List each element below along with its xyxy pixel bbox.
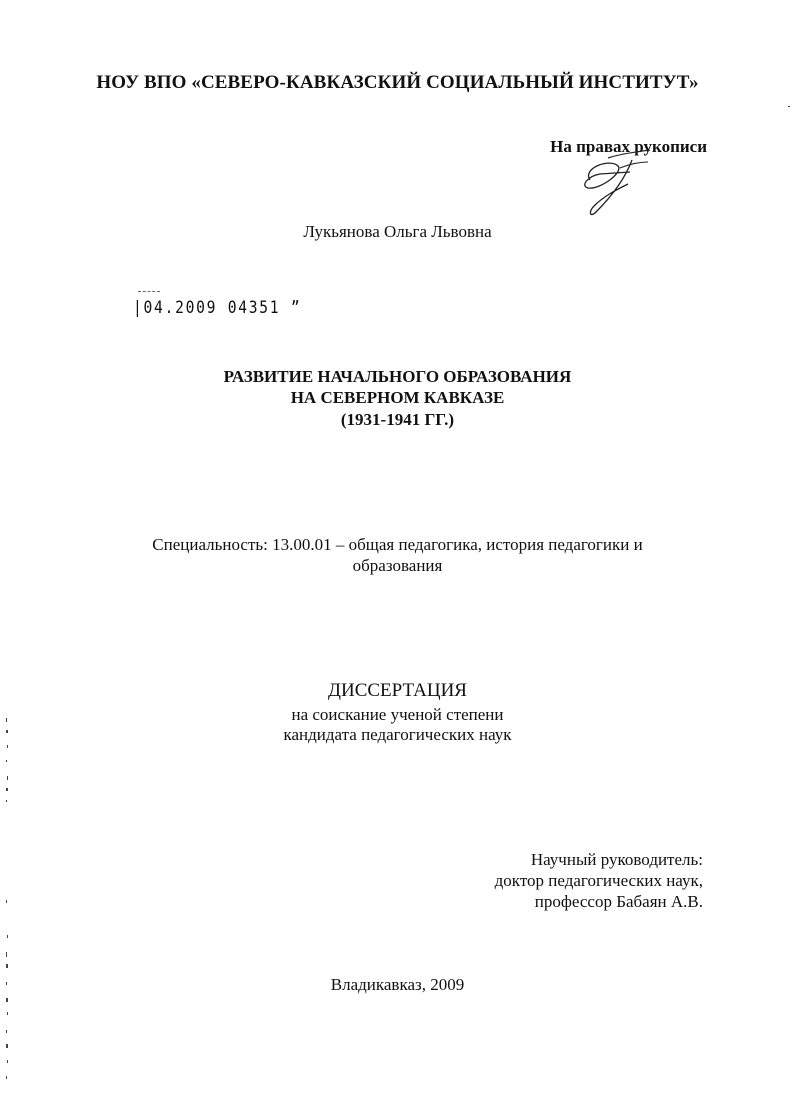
- handwritten-signature: [570, 150, 680, 220]
- stamp-tick: ˮ: [280, 298, 302, 318]
- supervisor-label: Научный руководитель:: [530, 850, 703, 869]
- title-line-1: РАЗВИТИЕ НАЧАЛЬНОГО ОБРАЗОВАНИЯ: [223, 367, 572, 386]
- specialty-line-2: образования: [352, 556, 443, 575]
- author-name: Лукьянова Ольга Львовна: [303, 222, 492, 241]
- dissertation-heading: ДИССЕРТАЦИЯ: [328, 680, 467, 701]
- stamp-number: 04.2009 04351: [143, 298, 281, 318]
- stamp-bar: |: [133, 298, 144, 318]
- dissertation-line-2: кандидата педагогических наук: [283, 725, 512, 744]
- rights-notice: На правах рукописи: [550, 137, 707, 156]
- place-year: Владикавказ, 2009: [330, 975, 465, 994]
- title-line-3: (1931-1941 ГГ.): [340, 410, 455, 429]
- supervisor-degree: доктор педагогических наук,: [494, 871, 703, 890]
- specialty-line-1: Специальность: 13.00.01 – общая педагогика, история педагогики и: [152, 535, 643, 554]
- dissertation-line-1: на соискание ученой степени: [291, 705, 504, 724]
- stamp-mark: [138, 291, 160, 294]
- supervisor-name: профессор Бабаян А.В.: [534, 892, 703, 911]
- title-line-2: НА СЕВЕРНОМ КАВКАЗЕ: [290, 388, 505, 407]
- institute-name: НОУ ВПО «СЕВЕРО-КАВКАЗСКИЙ СОЦИАЛЬНЫЙ ИНСТИТУТ»: [96, 72, 699, 93]
- library-stamp: [133, 298, 301, 318]
